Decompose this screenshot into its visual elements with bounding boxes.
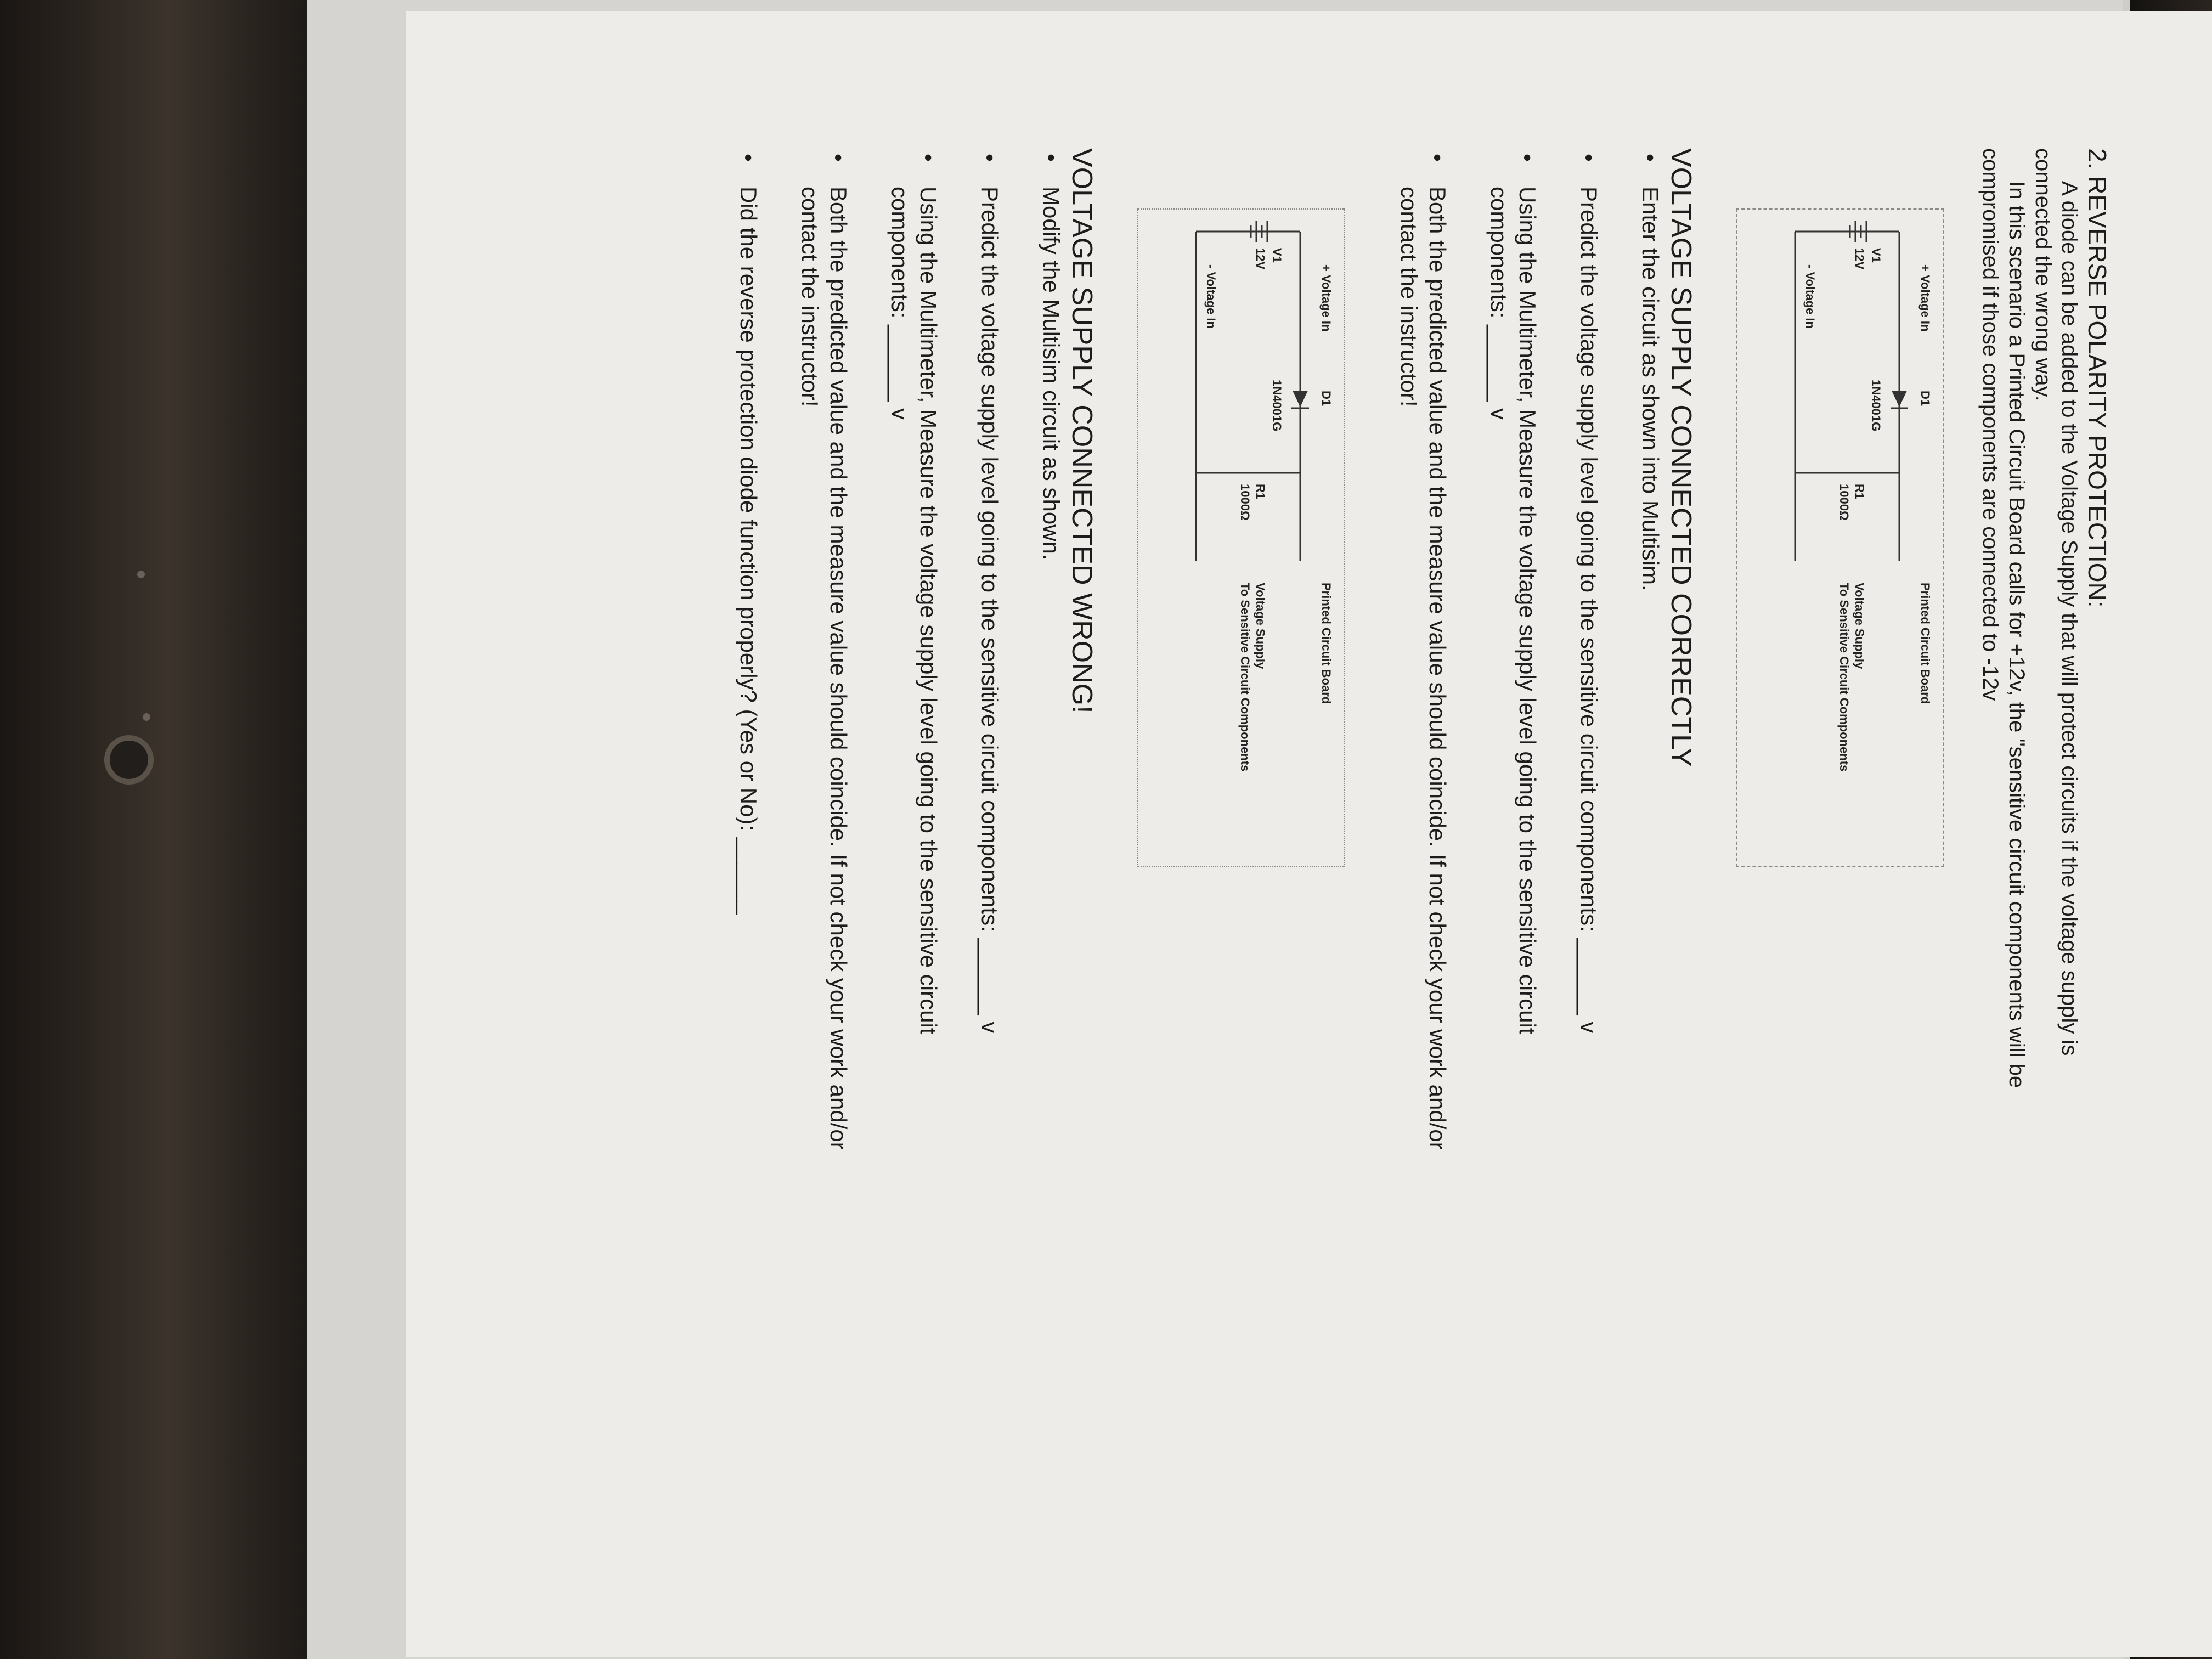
plus-voltage-label: + Voltage In [1319, 264, 1333, 332]
diode-label: D1 [1319, 391, 1333, 407]
minus-voltage-label: - Voltage In [1204, 264, 1218, 329]
intro-text: A diode can be added to the Voltage Supply that will protect circuits if the voltage supply is [2057, 181, 2081, 1056]
diode-part: 1N4001G [1270, 380, 1284, 432]
camera-icon [104, 735, 154, 785]
v1-label: V1 [1270, 248, 1284, 263]
supply-label: Voltage Supply [1254, 583, 1267, 669]
supply-label: Voltage Supply [1853, 583, 1866, 669]
bullet-item: • Predict the voltage supply level going to the sensitive circuit components: ______ v [1575, 148, 1603, 1520]
section-title-correct: VOLTAGE SUPPLY CONNECTED CORRECTLY [1665, 148, 1697, 767]
circuit-diagram-correct [1736, 208, 1944, 867]
bullet-item: • Enter the circuit as shown into Multisim. [1636, 148, 1664, 1520]
resistor-label: R1 [1254, 484, 1267, 500]
sensor-dot [137, 571, 145, 578]
intro-text: compromised if those components are connected to -12v [1978, 148, 2002, 701]
v1-value: 12V [1254, 248, 1267, 270]
supply-label: To Sensitive Circuit Components [1238, 583, 1252, 772]
v1-label: V1 [1869, 248, 1883, 263]
bullet-item: • Both the predicted value and the measure value should coincide. If not check your work and/or contact the instructor! [1395, 148, 1452, 1520]
v1-value: 12V [1853, 248, 1866, 270]
supply-label: To Sensitive Circuit Components [1837, 583, 1851, 772]
laptop-bezel [0, 0, 307, 1659]
diode-part: 1N4001G [1869, 380, 1883, 432]
bullet-item: • Did the reverse protection diode function properly? (Yes or No): ______ [734, 148, 763, 1520]
bullet-item: • Modify the Multisim circuit as shown. [1037, 148, 1065, 1520]
resistor-value: 1000Ω [1837, 484, 1851, 521]
document-page [406, 11, 2212, 1657]
minus-voltage-label: - Voltage In [1803, 264, 1817, 329]
intro-text: In this scenario a Printed Circuit Board calls for +12v, the "sensitive circuit components will be [2005, 181, 2029, 1088]
circuit-diagram-wrong [1137, 208, 1345, 867]
diode-label: D1 [1918, 391, 1932, 407]
bullet-item: • Using the Multimeter, Measure the voltage supply level going to the sensitive circuit components: ______ v [1485, 148, 1542, 1520]
bullet-item: • Predict the voltage supply level going to the sensitive circuit components: ______ v [975, 148, 1004, 1520]
intro-text: connected the wrong way. [2031, 148, 2055, 402]
pcb-label: Printed Circuit Board [1319, 583, 1333, 704]
section-heading: 2. REVERSE POLARITY PROTECTION: [2083, 148, 2112, 608]
pcb-label: Printed Circuit Board [1918, 583, 1932, 704]
resistor-label: R1 [1853, 484, 1866, 500]
sensor-dot [143, 713, 150, 721]
section-title-wrong: VOLTAGE SUPPLY CONNECTED WRONG! [1066, 148, 1098, 714]
bullet-item: • Using the Multimeter, Measure the voltage supply level going to the sensitive circuit components: ______ v [885, 148, 943, 1520]
resistor-value: 1000Ω [1238, 484, 1252, 521]
bullet-item: • Both the predicted value and the measure value should coincide. If not check your work and/or contact the instructor! [795, 148, 853, 1520]
plus-voltage-label: + Voltage In [1918, 264, 1932, 332]
